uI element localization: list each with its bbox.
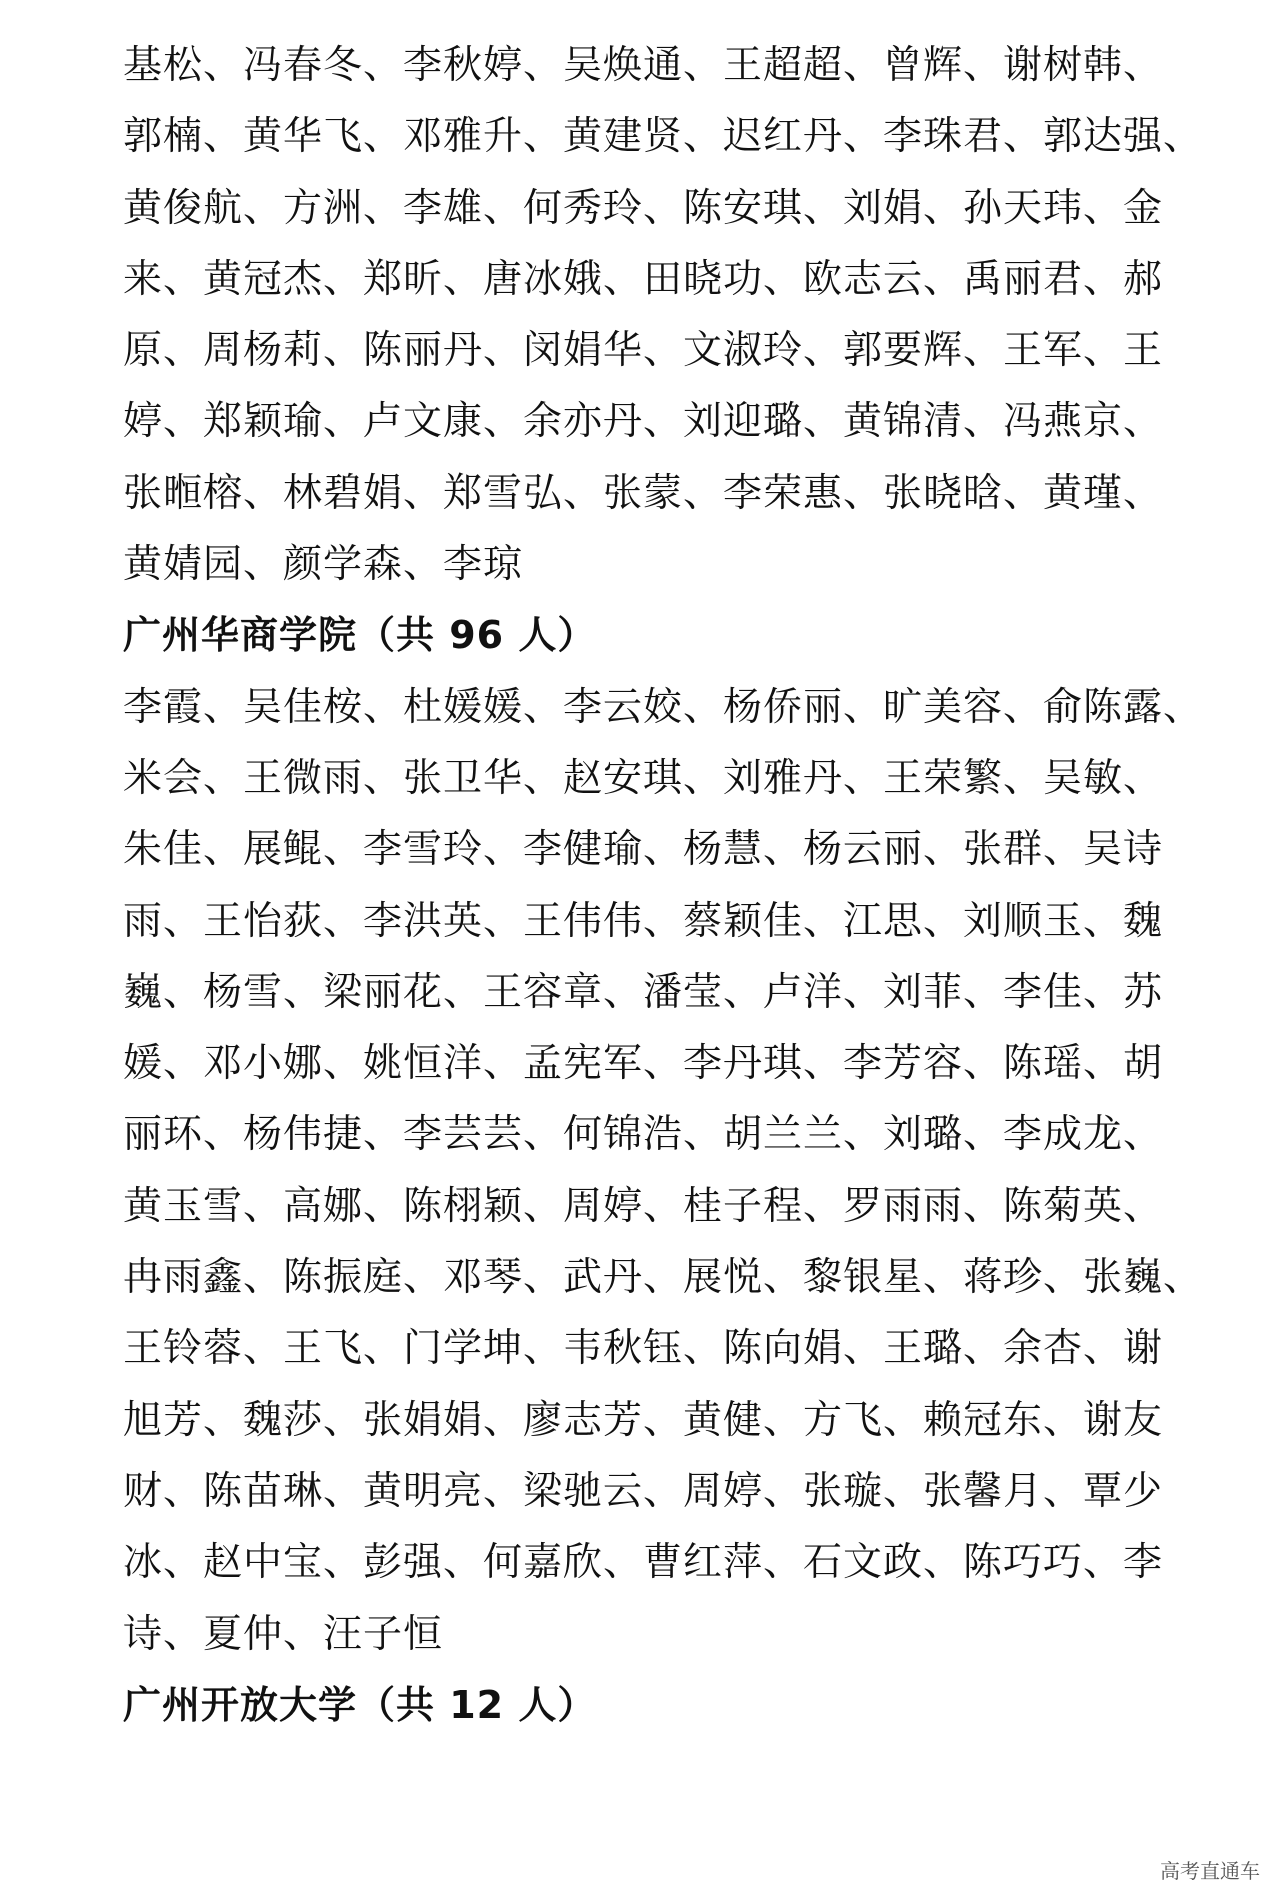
- name-line: 郭楠、黄华飞、邓雅升、黄建贤、迟红丹、李珠君、郭达强、: [123, 114, 1204, 160]
- name-line: 诗、夏仲、汪子恒: [123, 1611, 444, 1657]
- name-line: 冰、赵中宝、彭强、何嘉欣、曹红萍、石文政、陈巧巧、李: [123, 1540, 1164, 1586]
- name-line: 巍、杨雪、梁丽花、王容章、潘莹、卢洋、刘菲、李佳、苏: [123, 969, 1164, 1015]
- name-line: 原、周杨莉、陈丽丹、闵娟华、文淑玲、郭要辉、王军、王: [123, 328, 1164, 374]
- name-line: 婷、郑颖瑜、卢文康、余亦丹、刘迎璐、黄锦清、冯燕京、: [123, 399, 1164, 445]
- name-line: 朱佳、展鲲、李雪玲、李健瑜、杨慧、杨云丽、张群、吴诗: [123, 827, 1164, 873]
- section-heading: 广州开放大学（共 12 人）: [123, 1682, 597, 1727]
- name-line: 丽环、杨伟捷、李芸芸、何锦浩、胡兰兰、刘璐、李成龙、: [123, 1112, 1164, 1158]
- watermark: 高考直通车: [1160, 1859, 1260, 1883]
- name-line: 财、陈苗琳、黄明亮、梁驰云、周婷、张璇、张馨月、覃少: [123, 1468, 1164, 1514]
- name-line: 基松、冯春冬、李秋婷、吴焕通、王超超、曾辉、谢树韩、: [123, 43, 1164, 88]
- name-line: 旭芳、魏莎、张娟娟、廖志芳、黄健、方飞、赖冠东、谢友: [123, 1397, 1164, 1443]
- section-heading: 广州华商学院（共 96 人）: [123, 613, 597, 658]
- name-list: [123, 30, 1204, 1741]
- name-line: 黄玉雪、高娜、陈栩颖、周婷、桂子程、罗雨雨、陈菊英、: [123, 1183, 1164, 1229]
- name-line: 李霞、吴佳桉、杜媛媛、李云姣、杨侨丽、旷美容、俞陈露、: [123, 684, 1204, 730]
- name-line: 黄婧园、颜学森、李琼: [123, 542, 524, 588]
- name-line: 来、黄冠杰、郑昕、唐冰娥、田晓功、欧志云、禹丽君、郝: [123, 256, 1164, 302]
- name-line: 张暅榕、林碧娟、郑雪弘、张蒙、李荣惠、张晓晗、黄瑾、: [123, 470, 1164, 516]
- name-line: 王铃蓉、王飞、门学坤、韦秋钰、陈向娟、王璐、余杏、谢: [123, 1326, 1164, 1372]
- name-line: 冉雨鑫、陈振庭、邓琴、武丹、展悦、黎银星、蒋珍、张巍、: [123, 1255, 1204, 1301]
- name-line: 黄俊航、方洲、李雄、何秀玲、陈安琪、刘娟、孙天玮、金: [123, 185, 1164, 231]
- name-line: 媛、邓小娜、姚恒洋、孟宪军、李丹琪、李芳容、陈瑶、胡: [123, 1041, 1164, 1087]
- name-line: 米会、王微雨、张卫华、赵安琪、刘雅丹、王荣繁、吴敏、: [123, 755, 1164, 801]
- name-line: 雨、王怡荻、李洪英、王伟伟、蔡颖佳、江思、刘顺玉、魏: [123, 898, 1164, 944]
